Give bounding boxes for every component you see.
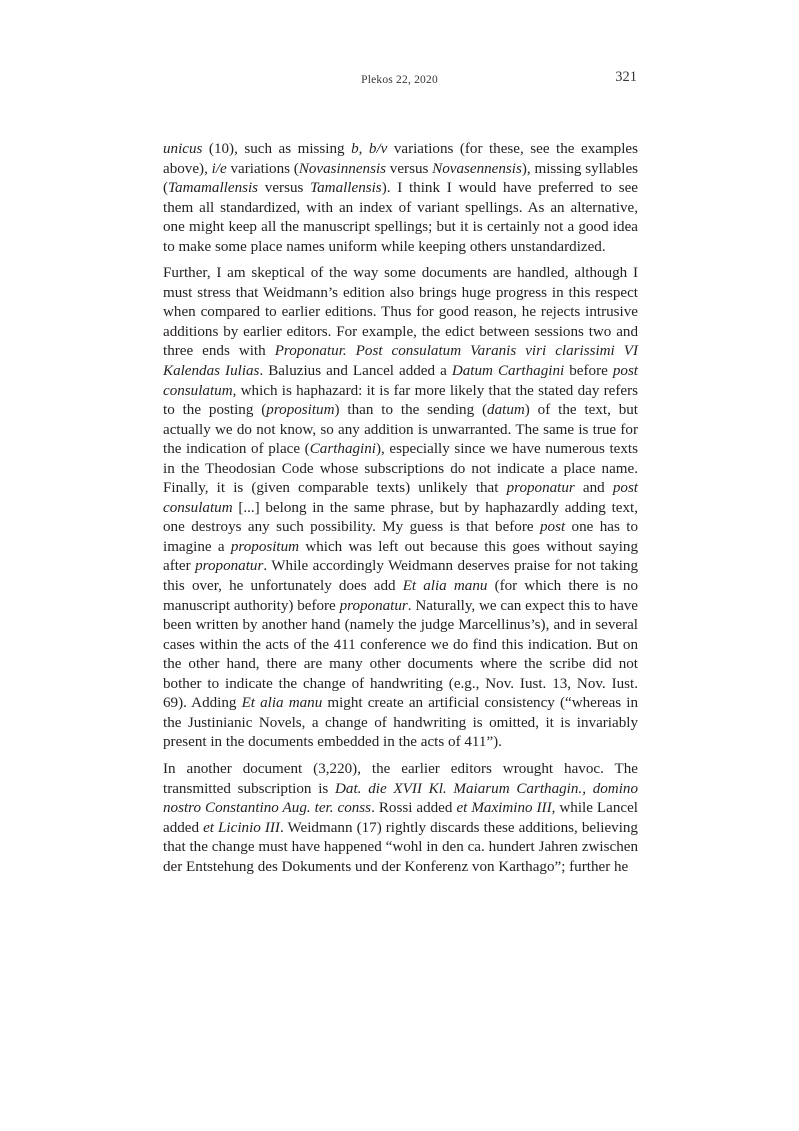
text-run: might create an artificial consistency (“whereas in the Justinianic Novels, a change of handwriting is omitted, it is invariably present in the documents embedded in the acts of 411”). xyxy=(163,695,638,751)
italic-run: Et alia manu xyxy=(241,695,323,712)
italic-run: i/e xyxy=(211,160,227,177)
italic-run: Datum Carthagini xyxy=(451,363,565,380)
text-run: (10), such as missing xyxy=(202,141,352,157)
italic-run: proponatur xyxy=(339,597,408,614)
italic-run: b xyxy=(351,141,359,157)
italic-run: proponatur xyxy=(506,480,575,497)
italic-run: post consulatum xyxy=(163,363,639,399)
italic-run: Tamallensis xyxy=(310,180,382,197)
italic-run: Carthagini xyxy=(309,441,376,458)
italic-run: et Licinio III xyxy=(203,819,280,836)
italic-run: Novasennensis xyxy=(432,160,522,177)
italic-run: proponatur xyxy=(195,558,264,575)
text-run: versus xyxy=(258,180,311,197)
text-run: one has to imagine a xyxy=(163,519,638,555)
text-run: . While accordingly Weidmann deserves praise for not taking this over, he unfortunately does add xyxy=(163,558,638,595)
running-head: Plekos 22, 2020 xyxy=(361,74,438,86)
italic-run: b/v xyxy=(368,141,388,157)
text-run: variations ( xyxy=(226,160,299,177)
paragraph-2 xyxy=(163,264,638,753)
paragraph-3 xyxy=(163,760,638,877)
text-run: , xyxy=(358,141,369,157)
text-run: variations (for these, see the examples above), xyxy=(163,141,638,177)
text-run: , which is haphazard: it is far more likely that the stated day refers to the posting ( xyxy=(163,382,638,419)
text-run: versus xyxy=(386,160,433,177)
text-run: . Naturally, we can expect this to have been written by another hand (namely the judge Marcellinus’s), and in several cases within the acts of the 411 conference we do find this indication. But on the other hand, there are many other documents where the scribe did not bother to indicate the change of handwriting (e.g., Nov. Iust. 13, Nov. Iust. 69). Adding xyxy=(163,597,639,712)
text-run: Further, I am skeptical of the way some documents are handled, although I must stress that Weidmann’s edition also brings huge progress in this respect when compared to earlier editions. Thus for good reason, he rejects intrusive additions by earlier editors. For example, the edict between sessions two and three ends with xyxy=(163,265,638,360)
text-run: ) than to the sending ( xyxy=(334,402,488,419)
text-run: , while Lancel added xyxy=(163,800,638,836)
text-run: before xyxy=(564,363,613,380)
italic-run: Tamamallensis xyxy=(168,180,259,197)
italic-run: Proponatur. Post consulatum Varanis viri clarissimi VI Kalendas Iulias xyxy=(163,343,638,380)
paragraph-1 xyxy=(163,140,638,257)
text-run: [...] belong in the same phrase, but by haphazardly adding text, one destroys any such possibility. My guess is that before xyxy=(163,499,638,536)
text-run: ), especially since we have numerous texts in the Theodosian Code whose subscriptions do not indicate a place name. Finally, it is (given comparable texts) unlikely that xyxy=(163,441,638,497)
italic-run: post xyxy=(539,519,566,536)
text-run: ) of the text, but actually we do not know, so any addition is unwarranted. The same is true for the indication of place ( xyxy=(163,402,639,458)
italic-run: datum xyxy=(487,402,525,419)
body-text-column xyxy=(163,140,638,877)
italic-run: propositum xyxy=(230,538,300,555)
text-run: and xyxy=(574,480,613,497)
text-run: ), missing syllables ( xyxy=(163,160,639,197)
page-number: 321 xyxy=(615,69,637,85)
italic-run: post consulatum xyxy=(163,480,639,516)
text-run: ). I think I would have preferred to see them all standardized, with an index of variant spellings. As an alternative, one might keep all the manuscript spellings; but it is certainly not a good idea to make some place names uniform while keeping others unstandardized. xyxy=(163,180,638,255)
text-run: which was left out because this goes without saying after xyxy=(163,538,638,575)
italic-run: unicus xyxy=(163,141,203,157)
italic-run: Dat. die XVII Kl. Maiarum Carthagin., domino nostro Constantino Aug. ter. conss xyxy=(163,780,638,817)
text-run: . Baluzius and Lancel added a xyxy=(259,363,452,380)
text-run: In another document (3,220), the earlier editors wrought havoc. The transmitted subscription is xyxy=(163,760,638,797)
text-run: . Rossi added xyxy=(371,800,457,817)
italic-run: Novasinnensis xyxy=(298,160,387,177)
italic-run: Et alia manu xyxy=(402,578,488,595)
text-run: (for which there is no manuscript authority) before xyxy=(163,578,638,614)
italic-run: et Maximino III xyxy=(456,800,552,817)
text-run: . Weidmann (17) rightly discards these additions, believing that the change must have happened “wohl in den ca. hundert Jahren zwischen der Entstehung des Dokuments und der Konferenz von Karthago”; further he xyxy=(163,819,638,875)
italic-run: propositum xyxy=(266,402,335,419)
